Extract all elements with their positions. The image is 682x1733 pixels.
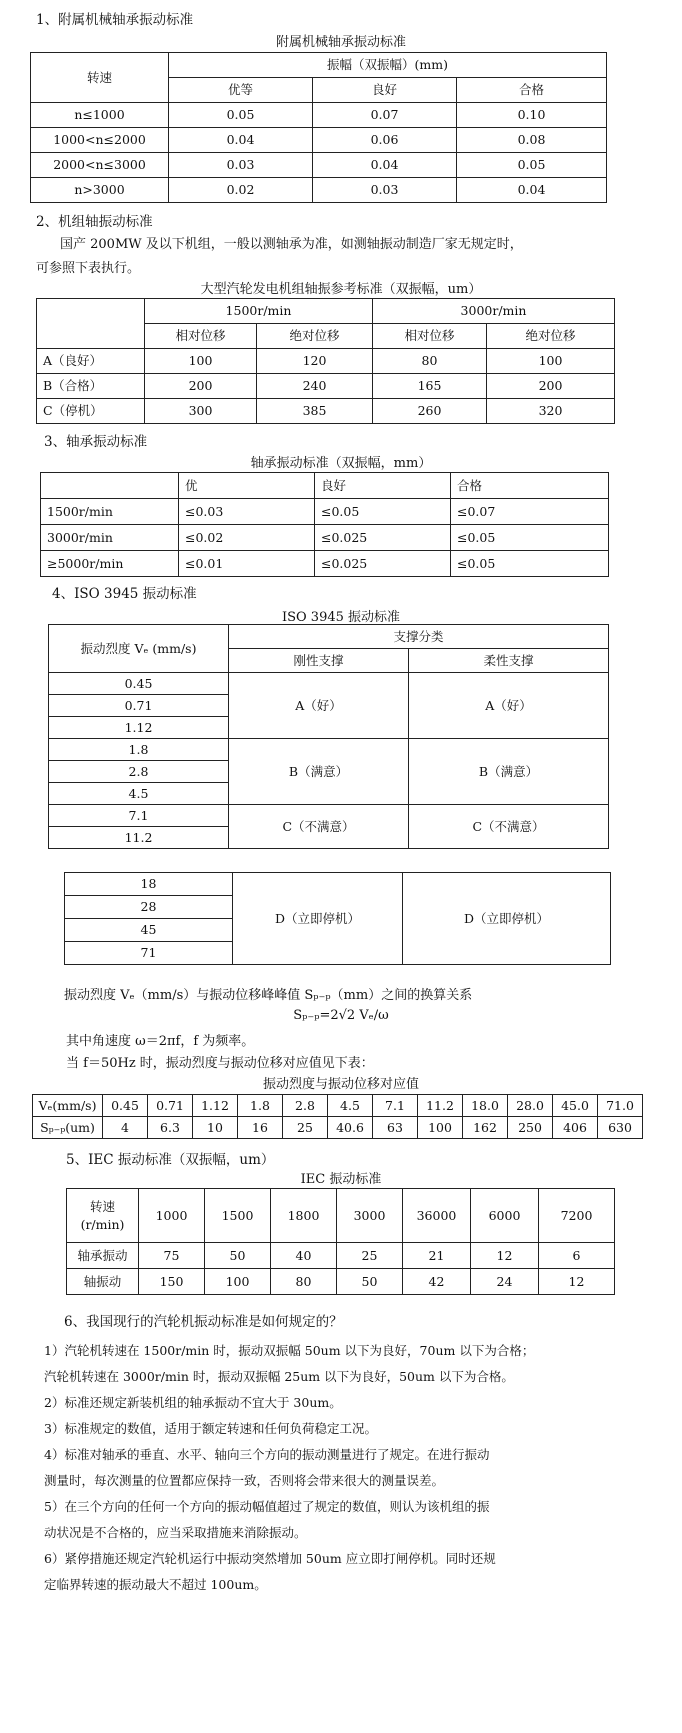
table5-cell: 0.71 xyxy=(148,1095,193,1117)
table6-speed: 1800 xyxy=(271,1189,337,1243)
table3-row-label: 1500r/min xyxy=(41,499,179,525)
table1-speed: n>3000 xyxy=(31,178,169,203)
table3-row-label: ≥5000r/min xyxy=(41,551,179,577)
table2-group2: 3000r/min xyxy=(373,299,615,324)
table6-cell: 21 xyxy=(403,1243,471,1269)
section6-line: 测量时，每次测量的位置都应保持一致，否则将会带来很大的测量误差。 xyxy=(44,1473,445,1488)
table1-col-header: 良好 xyxy=(313,78,457,103)
table2-row-label: C（停机） xyxy=(37,399,145,424)
table3-cell: ≤0.03 xyxy=(179,499,315,525)
table3-cell: ≤0.025 xyxy=(315,525,451,551)
table6-speed: 6000 xyxy=(471,1189,539,1243)
table3-cell: ≤0.05 xyxy=(451,525,609,551)
table2-col-header: 相对位移 xyxy=(145,324,257,349)
table3-col-header: 优 xyxy=(179,473,315,499)
table4-grade-c-flexible: C（不满意） xyxy=(409,805,609,849)
table4-grade-c-rigid: C（不满意） xyxy=(229,805,409,849)
section2-text2: 可参照下表执行。 xyxy=(36,261,141,276)
section6-line: 2）标准还规定新装机组的轴承振动不宜大于 30um。 xyxy=(44,1395,342,1410)
table2-col-header: 绝对位移 xyxy=(487,324,615,349)
section6-line: 3）标准规定的数值，适用于额定转速和任何负荷稳定工况。 xyxy=(44,1421,377,1436)
table5-cell: 162 xyxy=(463,1117,508,1139)
table6-cell: 6 xyxy=(539,1243,615,1269)
table4-value: 0.45 xyxy=(49,673,229,695)
table5-cell: 18.0 xyxy=(463,1095,508,1117)
table5-cell: 28.0 xyxy=(508,1095,553,1117)
table5-caption: 振动烈度与振动位移对应值 xyxy=(262,1077,419,1092)
table2-cell: 200 xyxy=(487,374,615,399)
table5-cell: 63 xyxy=(373,1117,418,1139)
table5-cell: 406 xyxy=(553,1117,598,1139)
table2-cell: 100 xyxy=(145,349,257,374)
table3-cell: ≤0.025 xyxy=(315,551,451,577)
section6-line: 定临界转速的振动最大不超过 100um。 xyxy=(44,1577,267,1592)
table3 xyxy=(40,472,609,577)
table2-cell: 80 xyxy=(373,349,487,374)
table6-cell: 42 xyxy=(403,1269,471,1295)
table3-row-label: 3000r/min xyxy=(41,525,179,551)
table5-cell: 25 xyxy=(283,1117,328,1139)
table1-col-header: 合格 xyxy=(457,78,607,103)
table5 xyxy=(32,1094,643,1139)
table2-cell: 100 xyxy=(487,349,615,374)
table1-speed: n≤1000 xyxy=(31,103,169,128)
table1-cell: 0.10 xyxy=(457,103,607,128)
table3-caption: 轴承振动标准（双振幅，mm） xyxy=(250,456,432,471)
table2-cell: 260 xyxy=(373,399,487,424)
table2-cell: 200 xyxy=(145,374,257,399)
table4-value: 1.8 xyxy=(49,739,229,761)
table1-cell: 0.05 xyxy=(169,103,313,128)
table4-value: 2.8 xyxy=(49,761,229,783)
conversion-formula: Sₚ₋ₚ=2√2 Vₑ/ω xyxy=(293,1008,389,1023)
table4-value: 7.1 xyxy=(49,805,229,827)
section6-line: 6）紧停措施还规定汽轮机运行中振动突然增加 50um 应立即打闸停机。同时还规 xyxy=(44,1551,496,1566)
table3-col-header: 合格 xyxy=(451,473,609,499)
section5-heading: 5、IEC 振动标准（双振幅，um） xyxy=(66,1152,275,1168)
table6-cell: 80 xyxy=(271,1269,337,1295)
table4-value: 45 xyxy=(65,919,233,942)
table1-cell: 0.02 xyxy=(169,178,313,203)
section6-body xyxy=(44,1338,534,1598)
table6-cell: 100 xyxy=(205,1269,271,1295)
table1-col-header: 优等 xyxy=(169,78,313,103)
table6-cell: 25 xyxy=(337,1243,403,1269)
frequency-text: 当 f＝50Hz 时，振动烈度与振动位移对应值见下表： xyxy=(66,1056,374,1071)
table6-row2-label: 轴振动 xyxy=(67,1269,139,1295)
table3-cell: ≤0.05 xyxy=(451,551,609,577)
table5-cell: 2.8 xyxy=(283,1095,328,1117)
table6-row1-label: 轴承振动 xyxy=(67,1243,139,1269)
table1-cell: 0.06 xyxy=(313,128,457,153)
table3-cell: ≤0.01 xyxy=(179,551,315,577)
table2-col-header: 绝对位移 xyxy=(257,324,373,349)
table4-value: 28 xyxy=(65,896,233,919)
table1-cell: 0.08 xyxy=(457,128,607,153)
table6-cell: 24 xyxy=(471,1269,539,1295)
table1-speed-header: 转速 xyxy=(31,53,169,103)
table4 xyxy=(48,624,609,849)
table1-cell: 0.04 xyxy=(457,178,607,203)
table5-cell: 0.45 xyxy=(103,1095,148,1117)
table4-grade-d-flexible: D（立即停机） xyxy=(403,873,611,965)
table1-speed: 1000<n≤2000 xyxy=(31,128,169,153)
table6-speed: 36000 xyxy=(403,1189,471,1243)
table5-cell: 250 xyxy=(508,1117,553,1139)
table2-corner xyxy=(37,299,145,349)
table3-col-header: 良好 xyxy=(315,473,451,499)
section6-line: 1）汽轮机转速在 1500r/min 时，振动双振幅 50um 以下为良好，70um 以下为合格； xyxy=(44,1343,535,1358)
section6-line: 汽轮机转速在 3000r/min 时，振动双振幅 25um 以下为良好，50um 以下为合格。 xyxy=(44,1369,514,1384)
table6-speed-header xyxy=(67,1189,139,1243)
table2-col-header: 相对位移 xyxy=(373,324,487,349)
table3-cell: ≤0.07 xyxy=(451,499,609,525)
table2-row-label: A（良好） xyxy=(37,349,145,374)
table5-cell: 100 xyxy=(418,1117,463,1139)
table2-cell: 300 xyxy=(145,399,257,424)
table6-cell: 150 xyxy=(139,1269,205,1295)
table2-cell: 240 xyxy=(257,374,373,399)
table6-caption: IEC 振动标准 xyxy=(300,1172,382,1187)
table4-col0-header: 振动烈度 Vₑ (mm/s) xyxy=(49,625,229,673)
section2-text1: 国产 200MW 及以下机组，一般以测轴承为准，如测轴振动制造厂家无规定时， xyxy=(60,237,523,252)
table4-value: 0.71 xyxy=(49,695,229,717)
table4-part2 xyxy=(64,872,611,965)
table5-cell: 1.8 xyxy=(238,1095,283,1117)
table1-group-header: 振幅（双振幅）(mm) xyxy=(169,53,607,78)
table6-cell: 12 xyxy=(471,1243,539,1269)
table2-cell: 165 xyxy=(373,374,487,399)
table4-grade-b-rigid: B（满意） xyxy=(229,739,409,805)
table4-value: 4.5 xyxy=(49,783,229,805)
table4-flexible-header: 柔性支撑 xyxy=(409,649,609,673)
table4-rigid-header: 刚性支撑 xyxy=(229,649,409,673)
table5-cell: 71.0 xyxy=(598,1095,643,1117)
table5-cell: 40.6 xyxy=(328,1117,373,1139)
table2-caption: 大型汽轮发电机组轴振参考标准（双振幅，um） xyxy=(200,282,482,297)
table3-cell: ≤0.05 xyxy=(315,499,451,525)
section6-line: 4）标准对轴承的垂直、水平、轴向三个方向的振动测量进行了规定。在进行振动 xyxy=(44,1447,490,1462)
table5-cell: 7.1 xyxy=(373,1095,418,1117)
table6-speed: 7200 xyxy=(539,1189,615,1243)
section6-line: 5）在三个方向的任何一个方向的振动幅值超过了规定的数值，则认为该机组的振 xyxy=(44,1499,490,1514)
table4-grade-a-flexible: A（好） xyxy=(409,673,609,739)
table1-cell: 0.03 xyxy=(169,153,313,178)
table6-cell: 75 xyxy=(139,1243,205,1269)
table4-grade-b-flexible: B（满意） xyxy=(409,739,609,805)
table1-caption: 附属机械轴承振动标准 xyxy=(275,35,406,50)
table1-cell: 0.07 xyxy=(313,103,457,128)
table2 xyxy=(36,298,615,424)
table5-row2-label: Sₚ₋ₚ(um) xyxy=(33,1117,103,1139)
section6-line: 动状况是不合格的，应当采取措施来消除振动。 xyxy=(44,1525,307,1540)
table1 xyxy=(30,52,607,203)
table4-value: 71 xyxy=(65,942,233,965)
table5-cell: 4.5 xyxy=(328,1095,373,1117)
section1-heading: 1、附属机械轴承振动标准 xyxy=(36,12,194,28)
table1-speed: 2000<n≤3000 xyxy=(31,153,169,178)
table5-cell: 4 xyxy=(103,1117,148,1139)
table3-corner xyxy=(41,473,179,499)
table2-cell: 385 xyxy=(257,399,373,424)
omega-text: 其中角速度 ω＝2πf，f 为频率。 xyxy=(66,1034,255,1049)
table4-caption: ISO 3945 振动标准 xyxy=(281,610,401,625)
table4-value: 11.2 xyxy=(49,827,229,849)
table4-group-header: 支撑分类 xyxy=(229,625,609,649)
section3-heading: 3、轴承振动标准 xyxy=(44,434,148,450)
table5-cell: 16 xyxy=(238,1117,283,1139)
table1-cell: 0.03 xyxy=(313,178,457,203)
table4-value: 1.12 xyxy=(49,717,229,739)
table2-row-label: B（合格） xyxy=(37,374,145,399)
conversion-text: 振动烈度 Vₑ（mm/s）与振动位移峰峰值 Sₚ₋ₚ（mm）之间的换算关系 xyxy=(64,988,473,1003)
table5-cell: 1.12 xyxy=(193,1095,238,1117)
table2-cell: 120 xyxy=(257,349,373,374)
table5-cell: 630 xyxy=(598,1117,643,1139)
table5-cell: 45.0 xyxy=(553,1095,598,1117)
table6-speed: 1500 xyxy=(205,1189,271,1243)
table6-speed: 3000 xyxy=(337,1189,403,1243)
table4-value: 18 xyxy=(65,873,233,896)
table2-group1: 1500r/min xyxy=(145,299,373,324)
table6-cell: 50 xyxy=(205,1243,271,1269)
table5-cell: 10 xyxy=(193,1117,238,1139)
table1-cell: 0.04 xyxy=(169,128,313,153)
table6 xyxy=(66,1188,615,1295)
table4-grade-d-rigid: D（立即停机） xyxy=(233,873,403,965)
table5-cell: 6.3 xyxy=(148,1117,193,1139)
table5-cell: 11.2 xyxy=(418,1095,463,1117)
section6-heading: 6、我国现行的汽轮机振动标准是如何规定的？ xyxy=(64,1314,343,1330)
table4-grade-a-rigid: A（好） xyxy=(229,673,409,739)
table6-speed: 1000 xyxy=(139,1189,205,1243)
table6-speed-line1: 转速 xyxy=(89,1198,115,1214)
table6-cell: 50 xyxy=(337,1269,403,1295)
table5-row1-label: Vₑ(mm/s) xyxy=(33,1095,103,1117)
table2-cell: 320 xyxy=(487,399,615,424)
table1-cell: 0.05 xyxy=(457,153,607,178)
table3-cell: ≤0.02 xyxy=(179,525,315,551)
table6-cell: 40 xyxy=(271,1243,337,1269)
section2-heading: 2、机组轴振动标准 xyxy=(36,214,153,230)
table6-speed-line2: (r/min) xyxy=(80,1216,125,1232)
table6-cell: 12 xyxy=(539,1269,615,1295)
table1-cell: 0.04 xyxy=(313,153,457,178)
section4-heading: 4、ISO 3945 振动标准 xyxy=(52,586,197,602)
